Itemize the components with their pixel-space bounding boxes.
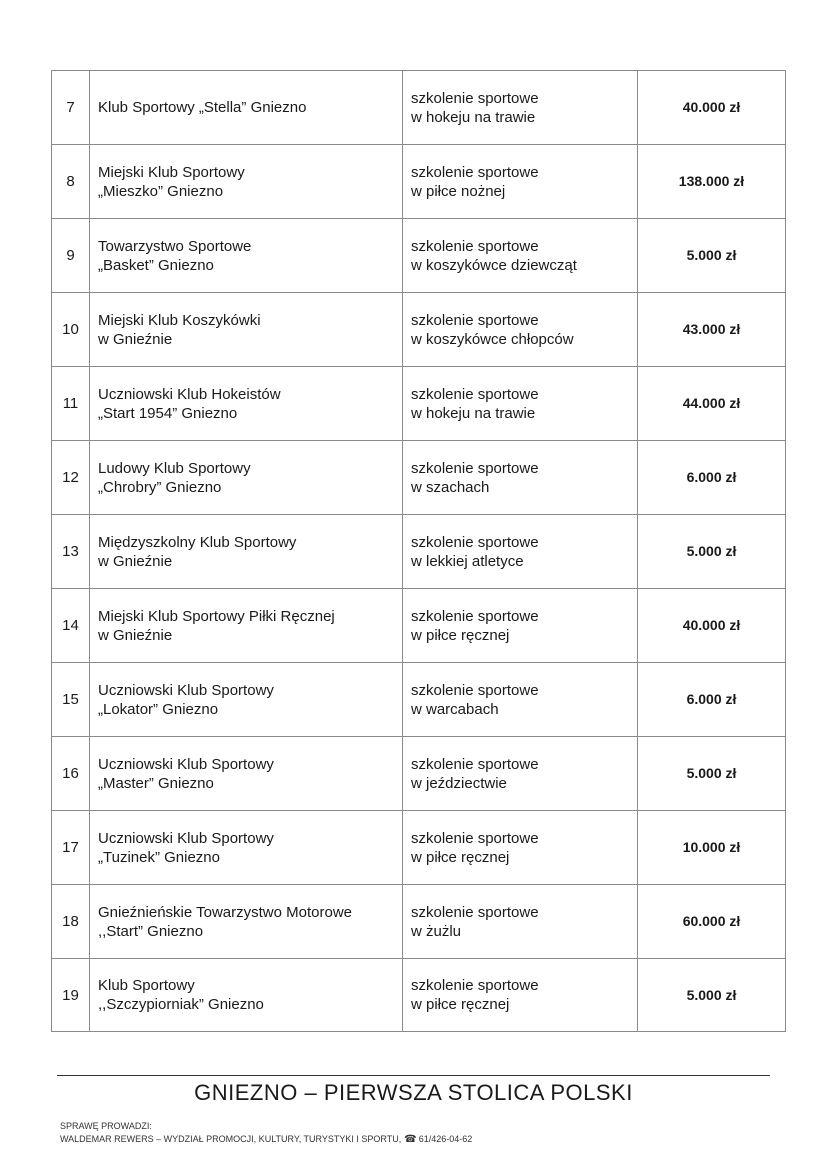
club-name-line: w Gnieźnie <box>98 626 173 644</box>
amount-cell: 44.000 zł <box>638 367 786 441</box>
row-number: 15 <box>52 663 90 737</box>
purpose-cell <box>403 145 638 219</box>
table-row <box>52 737 786 811</box>
table-row <box>52 293 786 367</box>
purpose-cell <box>403 441 638 515</box>
row-number: 9 <box>52 219 90 293</box>
grants-table-body <box>52 71 786 1032</box>
table-row <box>52 367 786 441</box>
club-name-cell <box>90 885 403 959</box>
purpose-line: szkolenie sportowe <box>411 607 539 625</box>
club-name-line: „Tuzinek” Gniezno <box>98 848 220 866</box>
row-number: 14 <box>52 589 90 663</box>
club-name-line: „Mieszko” Gniezno <box>98 182 224 200</box>
purpose-line: szkolenie sportowe <box>411 385 539 403</box>
purpose-line: w hokeju na trawie <box>411 404 536 422</box>
club-name-line: ,,Start” Gniezno <box>98 922 204 940</box>
row-number: 10 <box>52 293 90 367</box>
row-number: 8 <box>52 145 90 219</box>
club-name-line: „Start 1954” Gniezno <box>98 404 238 422</box>
purpose-cell <box>403 885 638 959</box>
purpose-cell <box>403 293 638 367</box>
purpose-line: szkolenie sportowe <box>411 311 539 329</box>
purpose-cell <box>403 367 638 441</box>
row-number: 7 <box>52 71 90 145</box>
table-row <box>52 663 786 737</box>
purpose-line: w piłce nożnej <box>411 182 506 200</box>
purpose-line: w warcabach <box>411 700 499 718</box>
club-name-cell <box>90 589 403 663</box>
table-row <box>52 515 786 589</box>
amount-cell: 40.000 zł <box>638 589 786 663</box>
purpose-cell <box>403 663 638 737</box>
club-name-line: w Gnieźnie <box>98 330 173 348</box>
purpose-cell <box>403 71 638 145</box>
purpose-cell <box>403 737 638 811</box>
purpose-line: w piłce ręcznej <box>411 996 510 1013</box>
table-row <box>52 959 786 1032</box>
grants-table <box>51 70 786 1032</box>
purpose-cell <box>403 515 638 589</box>
purpose-line: szkolenie sportowe <box>411 977 539 994</box>
row-number: 11 <box>52 367 90 441</box>
row-number: 16 <box>52 737 90 811</box>
phone-icon: ☎ <box>404 1134 417 1145</box>
table-row <box>52 219 786 293</box>
amount-cell: 5.000 zł <box>638 959 786 1032</box>
club-name-line: Miejski Klub Koszykówki <box>98 311 261 329</box>
club-name-line: Gnieźnieńskie Towarzystwo Motorowe <box>98 903 352 921</box>
club-name-line: „Chrobry” Gniezno <box>98 478 222 496</box>
purpose-line: szkolenie sportowe <box>411 829 539 847</box>
club-name-cell <box>90 515 403 589</box>
club-name-cell <box>90 219 403 293</box>
row-number: 19 <box>52 959 90 1032</box>
row-number: 18 <box>52 885 90 959</box>
amount-cell: 6.000 zł <box>638 663 786 737</box>
club-name-line: Uczniowski Klub Sportowy <box>98 755 274 773</box>
table-row <box>52 885 786 959</box>
purpose-cell <box>403 589 638 663</box>
footer-motto: GNIEZNO – PIERWSZA STOLICA POLSKI <box>194 1080 633 1105</box>
purpose-line: w jeździectwie <box>411 774 507 792</box>
amount-cell: 43.000 zł <box>638 293 786 367</box>
club-name-line: Uczniowski Klub Hokeistów <box>98 385 281 403</box>
contact-person: WALDEMAR REWERS – WYDZIAŁ PROMOCJI, KULTURY, TURYSTYKI I SPORTU, <box>60 1134 402 1144</box>
purpose-cell <box>403 811 638 885</box>
purpose-line: w hokeju na trawie <box>411 108 536 126</box>
row-number: 13 <box>52 515 90 589</box>
purpose-line: szkolenie sportowe <box>411 459 539 477</box>
club-name-line: Klub Sportowy „Stella” Gniezno <box>98 99 307 116</box>
amount-cell: 138.000 zł <box>638 145 786 219</box>
amount-cell: 5.000 zł <box>638 219 786 293</box>
club-name-cell <box>90 959 403 1032</box>
club-name-line: w Gnieźnie <box>98 552 173 570</box>
amount-cell: 5.000 zł <box>638 515 786 589</box>
club-name-cell <box>90 367 403 441</box>
club-name-line: ,,Szczypiorniak” Gniezno <box>98 996 264 1013</box>
purpose-line: szkolenie sportowe <box>411 681 539 699</box>
amount-cell: 6.000 zł <box>638 441 786 515</box>
prepared-by-label: SPRAWĘ PROWADZI: <box>60 1121 152 1131</box>
purpose-line: w koszykówce chłopców <box>411 330 574 348</box>
table-row <box>52 589 786 663</box>
row-number: 17 <box>52 811 90 885</box>
amount-cell: 10.000 zł <box>638 811 786 885</box>
footer-contact <box>60 1120 472 1146</box>
table-row <box>52 811 786 885</box>
amount-cell: 60.000 zł <box>638 885 786 959</box>
purpose-line: szkolenie sportowe <box>411 237 539 255</box>
club-name-cell <box>90 145 403 219</box>
club-name-cell <box>90 71 403 145</box>
table-row <box>52 441 786 515</box>
purpose-line: w szachach <box>411 478 490 496</box>
phone-number: 61/426-04-62 <box>418 1134 473 1144</box>
purpose-line: w piłce ręcznej <box>411 626 510 644</box>
row-number: 12 <box>52 441 90 515</box>
purpose-line: w piłce ręcznej <box>411 848 510 866</box>
purpose-line: w koszykówce dziewcząt <box>411 256 577 274</box>
purpose-line: szkolenie sportowe <box>411 89 539 107</box>
club-name-line: „Lokator” Gniezno <box>98 700 219 718</box>
contact-line <box>60 1133 472 1146</box>
footer-divider <box>57 1075 770 1076</box>
purpose-cell <box>403 219 638 293</box>
purpose-line: szkolenie sportowe <box>411 533 539 551</box>
club-name-line: Ludowy Klub Sportowy <box>98 459 251 477</box>
purpose-line: szkolenie sportowe <box>411 903 539 921</box>
club-name-line: Uczniowski Klub Sportowy <box>98 829 274 847</box>
amount-cell: 5.000 zł <box>638 737 786 811</box>
club-name-cell <box>90 663 403 737</box>
club-name-line: Miejski Klub Sportowy Piłki Ręcznej <box>98 607 335 625</box>
purpose-line: w żużlu <box>411 922 462 940</box>
club-name-line: „Basket” Gniezno <box>98 256 214 274</box>
club-name-cell <box>90 737 403 811</box>
club-name-line: „Master” Gniezno <box>98 774 214 792</box>
purpose-line: szkolenie sportowe <box>411 755 539 773</box>
club-name-cell <box>90 441 403 515</box>
amount-cell: 40.000 zł <box>638 71 786 145</box>
club-name-line: Miejski Klub Sportowy <box>98 163 245 181</box>
table-row <box>52 145 786 219</box>
club-name-line: Towarzystwo Sportowe <box>98 237 252 255</box>
club-name-line: Klub Sportowy <box>98 977 195 994</box>
purpose-line: szkolenie sportowe <box>411 163 539 181</box>
club-name-line: Międzyszkolny Klub Sportowy <box>98 533 297 551</box>
club-name-line: Uczniowski Klub Sportowy <box>98 681 274 699</box>
club-name-cell <box>90 811 403 885</box>
purpose-cell <box>403 959 638 1032</box>
table-row <box>52 71 786 145</box>
club-name-cell <box>90 293 403 367</box>
purpose-line: w lekkiej atletyce <box>411 552 524 570</box>
